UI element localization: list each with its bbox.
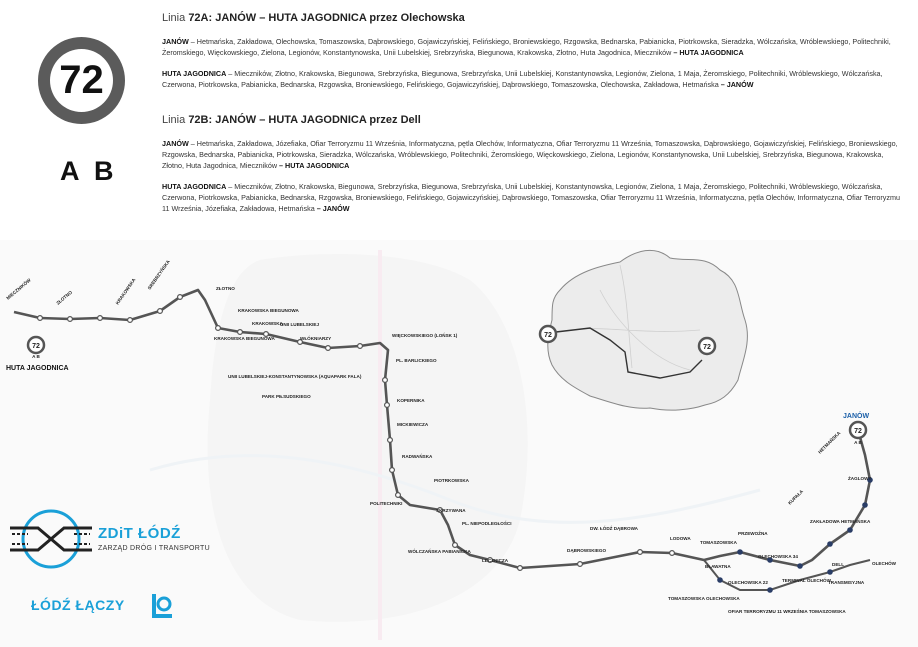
variant-a-dir2-from: HUTA JAGODNICA (162, 69, 227, 78)
stop-label-park: PARK PIŁSUDSKIEGO (262, 394, 311, 399)
stop-label-dell: DELL (832, 562, 844, 567)
zdit-logo-icon (8, 508, 94, 570)
stop-label-politechniki: POLITECHNIKI (370, 501, 403, 506)
stop-label-zlotno: ZŁOTNO (55, 289, 74, 306)
stop-label-terminal: TERMINAL OLECHÓW (782, 578, 831, 583)
stop-label-biegunowa: KRAKOWSKA BIEGUNOWA (238, 308, 299, 313)
lodz-laczy-mark-icon (148, 592, 176, 622)
stop-label-zaglowy: ŻAGLOWY (848, 476, 872, 481)
stop-label-ofiar: OFIAR TERRORYZMU 11 WRZEŚNIA TOMASZOWSKA (728, 609, 846, 614)
stop-label-tomaszowska-olech: TOMASZOWSKA OLECHOWSKA (668, 596, 740, 601)
stop-label-olechow: OLECHÓW (872, 561, 896, 566)
variant-b-dir2-from: HUTA JAGODNICA (162, 182, 227, 191)
stop-label-mieczniko: MIECZNIKÓW (5, 277, 32, 301)
line-number: 72 (50, 49, 113, 112)
variant-a-code: 72A: (188, 12, 213, 24)
stop-label-biegunowa-2: KRAKOWSKA BIEGUNOWA (214, 336, 275, 341)
stop-label-wieckowskiego: WIĘCKOWSKIEGO (LOŃSK 1) (392, 333, 458, 338)
stop-label-dabrowskiego: DĄBROWSKIEGO (567, 548, 607, 553)
variant-a-dir2-stops: – Mieczników, Złotno, Krakowska, Biegunowa, Srebrzyńska, Biegunowa, Srebrzyńska, Unii Lubelskiej, Konstantynowska, Legionów, Zielona, 1 Maja, Żeromskiego, Politechniki, Wróblewskiego, Wólczańska, Czerwona, Piotrkowska, Pabianicka, Bednarska, Rzgowska, Broniewskiego, Felińskiego, Gojawiczyńskiej, Dąbrowskiego, Tomaszowska, Olechowska, Zakładowa, Hetmańska (162, 69, 883, 89)
variant-b-title: JANÓW – HUTA JAGODNICA przez Dell (215, 114, 421, 126)
variant-b-prefix: Linia (162, 114, 186, 126)
stop-label-radwanska: RADWAŃSKA (402, 454, 433, 459)
stop-label-wolczanska: WÓLCZAŃSKA PABIANICKA (408, 549, 471, 554)
stop-label-kupalna: KUPAŁA (787, 488, 805, 506)
variant-a-dir1-to: – HUTA JAGODNICA (671, 48, 744, 57)
stop-label-zlotno-2: ZŁOTNO (216, 286, 235, 291)
stop-label-mickiewicza: MICKIEWICZA (397, 422, 429, 427)
terminus-east-label: JANÓW (843, 413, 870, 420)
terminus-badge-west-number: 72 (32, 343, 40, 350)
stop-label-zakladowa: ZAKŁADOWA HETMAŃSKA (810, 519, 871, 524)
stop-label-krakowska-2: KRAKOWSKA (252, 321, 283, 326)
stop-label-wlokniarzy: WŁÓKNIARZY (300, 336, 332, 341)
zdit-logo-name: ZDiT ŁÓDŹ (98, 525, 181, 542)
stop-label-krakowska: KRAKOWSKA (114, 277, 137, 306)
variant-b-dir1-stops: – Hetmańska, Zakładowa, Józefiaka, Ofiar Terroryzmu 11 Września, Informatyczna, pętla Olechów, Informatyczna, Ofiar Terroryzmu 11 Września, Tomaszowska, Dąbrowskiego, Gojawiczyńskiej, Felińskiego, Broniewskiego, Rzgowska, Bednarska, Pabianicka, Piotrkowska, Sieradzka, Wólczańska, Wróblewskiego, Politechniki, Żeromskiego, Więckowskiego, Zielona, Legionów, Konstantynowska, Unii Lubelskiej, Srebrzyńska, Biegunowa, Krakowska, Złotno, Huta Jagodnica, Mieczników (162, 139, 898, 170)
variant-b-dir1-from: JANÓW (162, 139, 189, 148)
stop-label-barlickiego: PL. BARLICKIEGO (396, 358, 437, 363)
lodz-laczy-logo: ŁÓDŹ ŁĄCZY (31, 597, 125, 613)
variant-a-dir1-stops: – Hetmańska, Zakładowa, Olechowska, Tomaszowska, Dąbrowskiego, Gojawiczyńskiej, Felińskiego, Broniewskiego, Rzgowska, Bednarska, Pabianicka, Piotrkowska, Sieradzka, Wólczańska, Wróblewskiego, Politechniki, Żeromskiego, Więckowskiego, Zielona, Legionów, Konstantynowska, Unii Lubelskiej, Srebrzyńska, Biegunowa, Krakowska, Złotno, Huta Jagodnica, Mieczników (162, 37, 891, 57)
stop-label-tomaszowska: TOMASZOWSKA (700, 540, 737, 545)
variant-b-dir2-to: – JANÓW (314, 204, 350, 213)
variant-letters: A B (60, 156, 118, 186)
variant-a-prefix: Linia (162, 12, 186, 24)
terminus-badge-west-variants: A B (32, 354, 40, 359)
terminus-badge-east-variants: A B (854, 440, 862, 445)
stop-label-olechowska34: OLECHOWSKA 34 (758, 554, 798, 559)
stop-label-piotrkowska: PIOTRKOWSKA (434, 478, 469, 483)
stop-label-blawatna: BŁAWATNA (705, 564, 731, 569)
variant-b-dir1-to: – HUTA JAGODNICA (277, 161, 350, 170)
stop-label-transmisyjna: TRANSMISYJNA (828, 580, 865, 585)
variant-a-dir2-to: – JANÓW (718, 80, 754, 89)
stop-label-pl-dabrowa: DW. ŁÓDŹ DĄBROWA (590, 526, 638, 531)
stop-label-skrzywana: SKRZYWANA (436, 508, 466, 513)
stop-label-kopernika: KOPERNIKA (397, 398, 425, 403)
inset-badge-west-number: 72 (544, 332, 552, 339)
variant-b-dir2-stops: – Mieczników, Złotno, Krakowska, Biegunowa, Srebrzyńska, Biegunowa, Srebrzyńska, Unii Lubelskiej, Konstantynowska, Legionów, Zielona, 1 Maja, Żeromskiego, Politechniki, Wróblewskiego, Wólczańska, Czerwona, Piotrkowska, Pabianicka, Bednarska, Rzgowska, Broniewskiego, Felińskiego, Gojawiczyńskiej, Dąbrowskiego, Tomaszowska, Ofiar Terroryzmu 11 Września, Informatyczna, pętla Olechów, Informatyczna, Ofiar Terroryzmu 11 Września, Józefiaka, Zakładowa, Hetmańska (162, 182, 900, 213)
stop-label-srebrzynska: SREBRZYŃSKA (146, 259, 171, 291)
stop-label-uniilub: UNII LUBELSKIEJ (280, 322, 320, 327)
stop-label-przewozna: PRZEWOŹNA (738, 531, 768, 536)
zdit-logo-subtitle: ZARZĄD DRÓG I TRANSPORTU (98, 545, 210, 552)
stop-label-lecznicza: LECZNICZA (482, 558, 509, 563)
terminus-west-label: HUTA JAGODNICA (6, 365, 69, 372)
stop-label-ul-konst: UNII LUBELSKIEJ-KONSTANTYNOWSKA (AQUAPARK FALA) (228, 374, 362, 379)
inset-badge-east-number: 72 (703, 344, 711, 351)
stop-label-lodowa: LODOWA (670, 536, 691, 541)
variant-a-dir1-from: JANÓW (162, 37, 189, 46)
variant-a-title: JANÓW – HUTA JAGODNICA przez Olechowska (215, 12, 465, 24)
variant-b-code: 72B: (188, 114, 213, 126)
stop-label-hetmanska: HETMAŃSKA (817, 430, 842, 455)
terminus-badge-east-number: 72 (854, 428, 862, 435)
stop-label-pl-niepodl: PL. NIEPODLEGŁOŚCI (462, 521, 512, 526)
stop-label-olechowska22: OLECHOWSKA 22 (728, 580, 768, 585)
